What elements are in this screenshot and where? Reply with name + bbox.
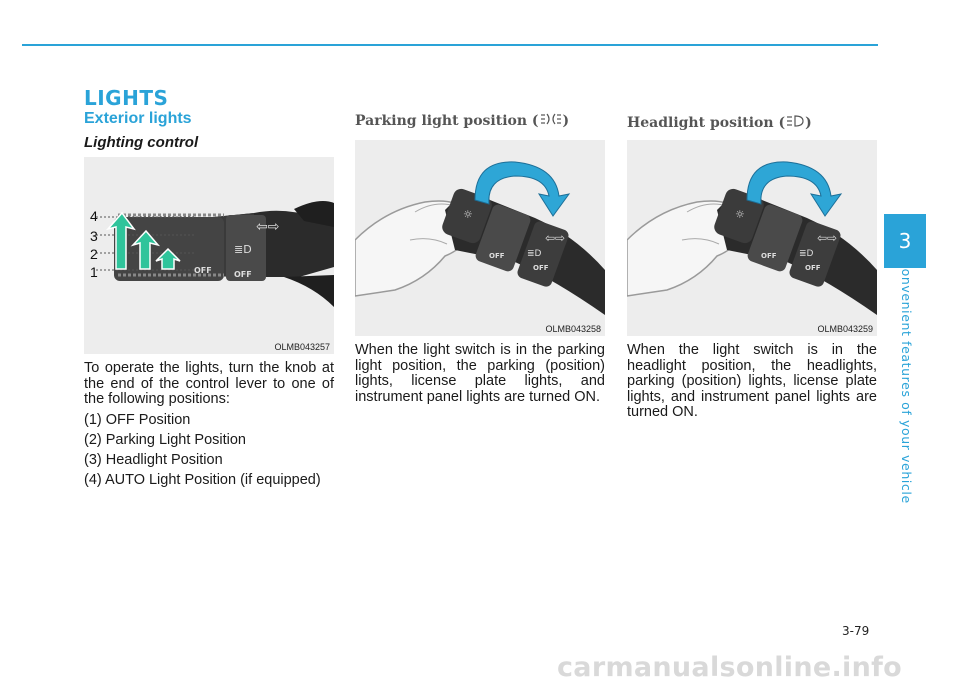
lever-illustration-3	[627, 140, 877, 336]
lever-off-label: OFF	[194, 266, 212, 275]
figure-parking-light	[355, 140, 605, 336]
figure-number-2: 2	[90, 246, 98, 262]
subhead-lighting-control: Lighting control	[84, 134, 199, 151]
figure-number-1: 1	[90, 264, 98, 280]
parking-light-icon	[540, 112, 562, 130]
heading-prefix: Headlight position (	[627, 115, 786, 131]
svg-text:⇦⇨: ⇦⇨	[256, 219, 280, 235]
lever-off-label-2: OFF	[533, 264, 549, 272]
watermark: carmanualsonline.info	[557, 652, 903, 683]
lever-off-label: OFF	[489, 252, 505, 260]
svg-text:☼: ☼	[463, 208, 473, 221]
headlight-icon	[786, 114, 804, 132]
svg-text:≣D: ≣D	[234, 243, 252, 256]
figure-lighting-control	[84, 157, 334, 354]
headlight-text: When the light switch is in the headlight position, the headlights, parking (position) lights, license plate lights, and instrument panel lights are turned ON.	[627, 342, 877, 420]
figure-number-3: 3	[90, 228, 98, 244]
figure-headlight	[627, 140, 877, 336]
figure-number-4: 4	[90, 208, 98, 224]
section-title: LIGHTS	[84, 86, 169, 110]
page-number: 3-79	[842, 624, 870, 638]
list-item: (2) Parking Light Position	[84, 432, 246, 448]
list-item: (1) OFF Position	[84, 412, 191, 428]
lever-off-label-2: OFF	[234, 270, 252, 279]
svg-text:☼: ☼	[735, 208, 745, 221]
figure-code: OLMB043257	[274, 342, 330, 352]
parking-light-text: When the light switch is in the parking light position, the parking (position) lights, license plate lights, and instrument panel lights are turned ON.	[355, 342, 605, 405]
list-item: (4) AUTO Light Position (if equipped)	[84, 472, 321, 488]
chapter-title-text: Convenient features of your vehicle	[898, 258, 914, 504]
svg-text:≣D: ≣D	[527, 249, 542, 259]
svg-text:⇦⇨: ⇦⇨	[545, 231, 566, 245]
position-list	[84, 410, 321, 490]
chapter-title	[898, 258, 914, 504]
svg-text:≣D: ≣D	[799, 249, 814, 259]
lever-off-label-2: OFF	[805, 264, 821, 272]
svg-text:⇦⇨: ⇦⇨	[817, 231, 838, 245]
heading-suffix: )	[805, 115, 812, 131]
parking-light-heading	[355, 112, 569, 130]
lever-illustration-2	[355, 140, 605, 336]
heading-prefix: Parking light position (	[355, 113, 539, 129]
lighting-intro-text: To operate the lights, turn the knob at the end of the control lever to one of the following positions:	[84, 360, 334, 407]
heading-suffix: )	[562, 113, 570, 129]
subhead-exterior-lights: Exterior lights	[84, 110, 192, 127]
figure-code: OLMB043259	[817, 324, 873, 334]
lever-illustration-1	[84, 157, 334, 354]
list-item: (3) Headlight Position	[84, 452, 223, 468]
figure-code: OLMB043258	[545, 324, 601, 334]
headlight-heading	[627, 114, 812, 132]
lever-off-label: OFF	[761, 252, 777, 260]
top-rule	[22, 44, 878, 46]
chapter-tab: 3	[884, 214, 926, 268]
